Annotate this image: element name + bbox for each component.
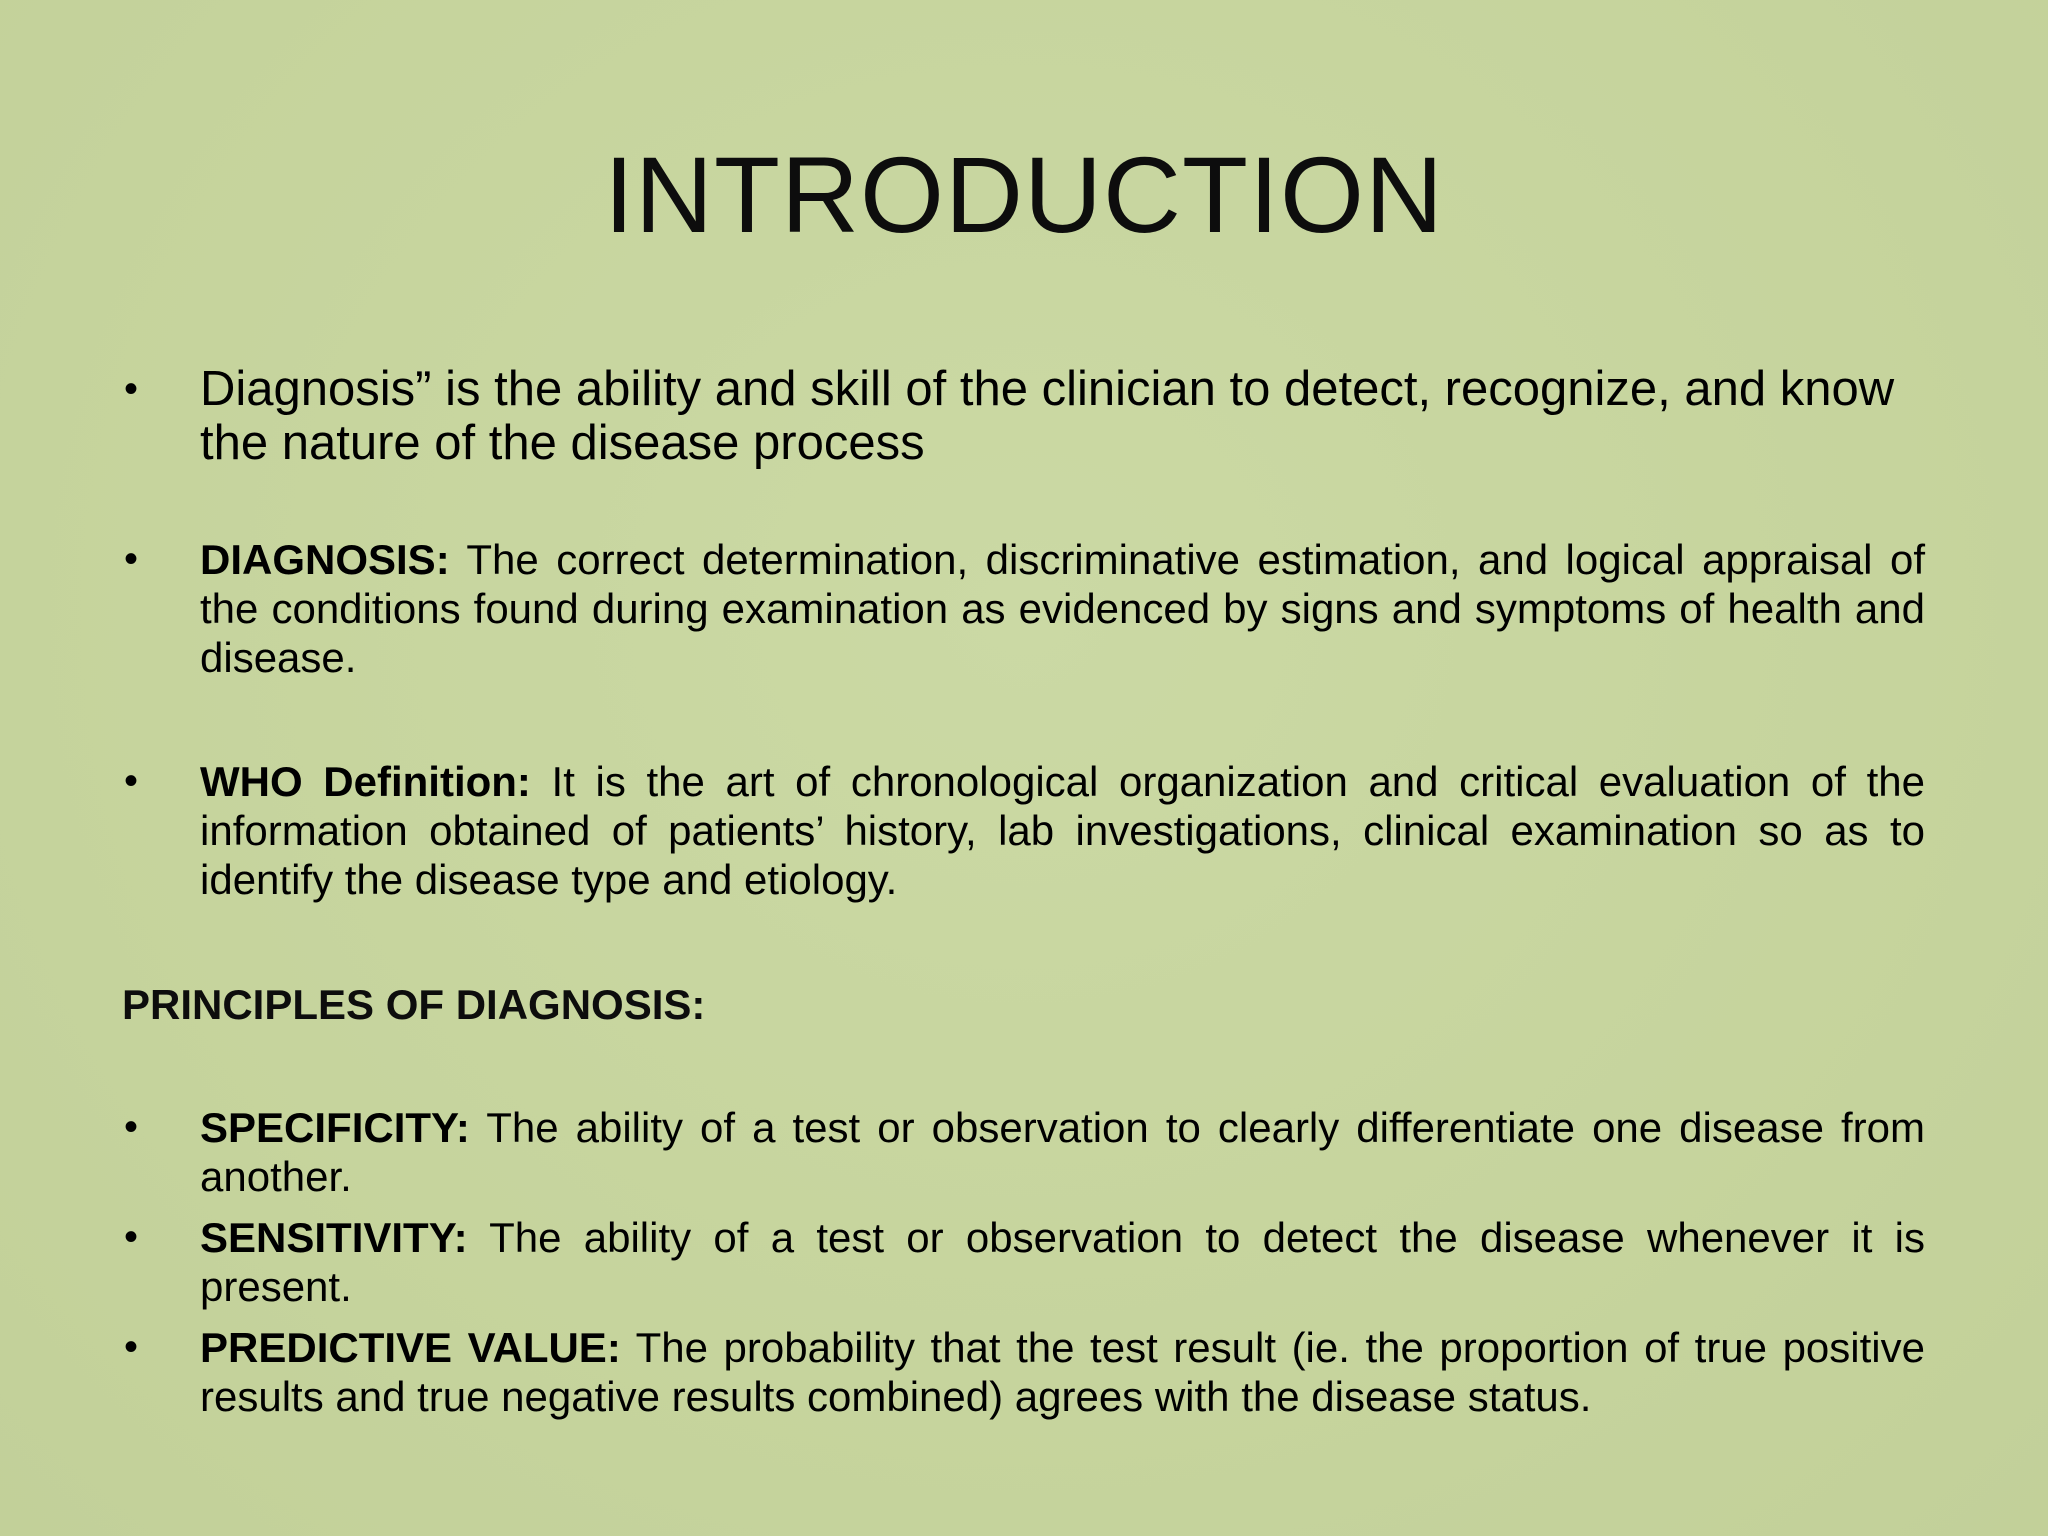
bullet-text [200,362,1925,470]
list-item [120,1213,1925,1311]
bullet-definition: It is the art of chronological organization and critical evaluation of the information obtained of patients’ history, lab investigations, clinical examination so as to identify the disease type and etiology. [200,758,1925,903]
principles-list [120,1103,1925,1433]
principles-heading: PRINCIPLES OF DIAGNOSIS: [122,981,706,1028]
bullet-icon: • [124,367,139,411]
bullet-definition: The probability that the test result (ie. the proportion of true positive results and true negative results combined) agrees with the disease status. [200,1324,1925,1420]
intro-bullet-3 [120,757,1925,904]
intro-bullet-2 [120,535,1925,682]
bullet-icon: • [124,537,139,581]
list-item [120,535,1925,682]
bullet-icon: • [124,759,139,803]
list-item [120,1103,1925,1201]
bullet-text [200,535,1925,682]
bullet-icon: • [124,1215,139,1259]
bullet-definition: The correct determination, discriminative estimation, and logical appraisal of the conditions found during examination as evidenced by signs and symptoms of health and disease. [200,536,1925,681]
bullet-text [200,1323,1925,1421]
list-item [120,757,1925,904]
bullet-term: WHO Definition: [200,758,531,805]
list-item [120,1323,1925,1421]
bullet-text [200,1103,1925,1201]
bullet-term: SENSITIVITY: [200,1214,468,1261]
list-item [120,362,1925,470]
bullet-term: PREDICTIVE VALUE: [200,1324,621,1371]
bullet-text [200,1213,1925,1311]
bullet-definition: The ability of a test or observation to detect the disease whenever it is present. [200,1214,1925,1310]
bullet-icon: • [124,1325,139,1369]
bullet-definition: Diagnosis” is the ability and skill of the clinician to detect, recognize, and know the nature of the disease process [200,362,1895,470]
intro-bullet-1 [120,362,1925,470]
slide-title: INTRODUCTION [604,134,1444,255]
bullet-icon: • [124,1105,139,1149]
bullet-term: SPECIFICITY: [200,1104,470,1151]
bullet-text [200,757,1925,904]
bullet-term: DIAGNOSIS: [200,536,450,583]
bullet-definition: The ability of a test or observation to clearly differentiate one disease from another. [200,1104,1925,1200]
